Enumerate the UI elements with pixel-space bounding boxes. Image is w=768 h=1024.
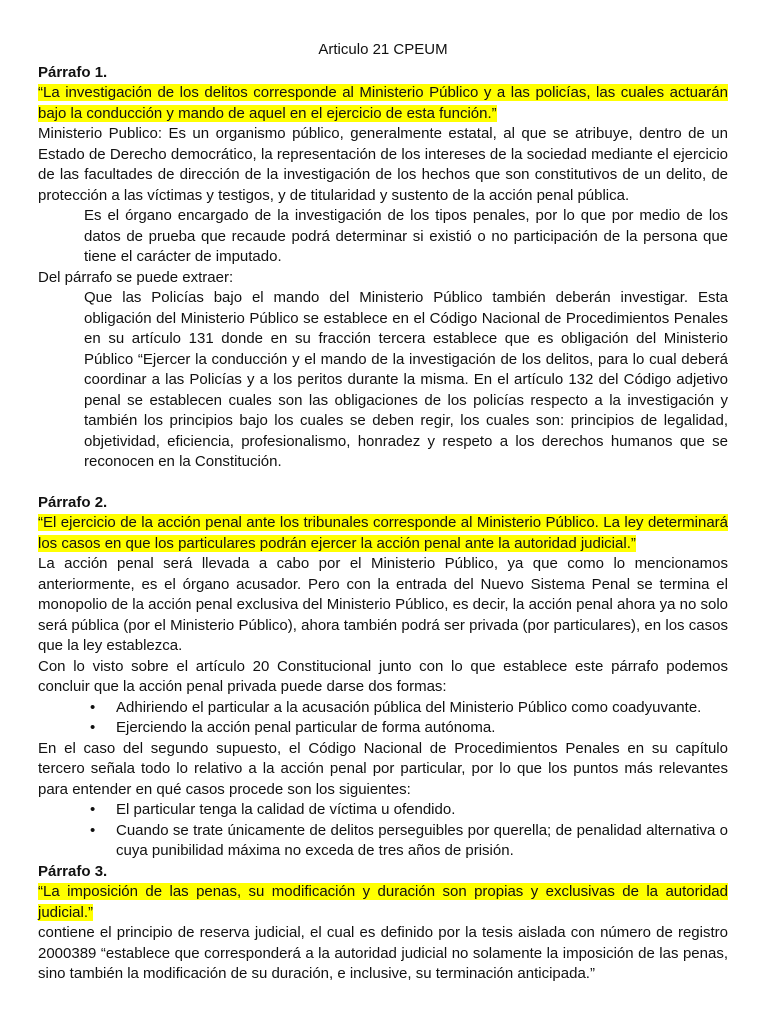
formas-list [38, 698, 728, 739]
highlighted-quote [38, 83, 728, 124]
list-item-text: El particular tenga la calidad de víctima u ofendido. [116, 801, 456, 818]
list-item [90, 698, 728, 719]
quote-text: “La investigación de los delitos corresponde al Ministerio Público y a las policías, las cuales actuarán bajo la conducción y mando de aquel en el ejercicio de esta función.” [38, 84, 728, 122]
caso-paragraph: En el caso del segundo supuesto, el Código Nacional de Procedimientos Penales en su capítulo tercero señala todo lo relativo a la acción penal por particular, por lo que los puntos más relevantes para entender en qué casos procede son los siguientes: [38, 739, 728, 798]
policias-paragraph: Que las Policías bajo el mando del Ministerio Público también deberán investigar. Esta obligación del Ministerio Público se establece en el Código Nacional de Procedimientos Penales en su artículo 131 donde en su fracción tercera establece que es obligación del Ministerio Público “Ejercer la conducción y el mando de la investigación de los delitos, para lo cual deberá coordinar a las Policías y a los peritos durante la misma. En el artículo 132 del Código adjetivo penal se establecen cuales son las obligaciones de los policías respecto a la investigación y también los principios bajo los cuales se deben regir, los cuales son: principios de legalidad, objetividad, eficiencia, profesionalismo, honradez y respeto a los derechos humanos que se reconocen en la Constitución. [84, 289, 728, 470]
section-heading: Párrafo 1. [38, 63, 108, 81]
section-spacer [38, 473, 728, 493]
quote-text: “La imposición de las penas, su modificación y duración son propias y exclusivas de la autoridad judicial.” [38, 883, 728, 921]
section-parrafo-1 [38, 63, 728, 473]
accion-penal-paragraph: La acción penal será llevada a cabo por el Ministerio Público, ya que como lo mencionamos anteriormente, es el órgano acusador. Pero con la entrada del Nuevo Sistema Penal se termina el monopolio de la acción penal exclusiva del Ministerio Público, es decir, la acción penal ahora ya no solo será pública (por el Ministerio Público), ahora también podrá ser privada (por particulares), en los casos que la ley establezca. [38, 555, 728, 654]
ministerio-publico-definition: Ministerio Publico: Es un organismo público, generalmente estatal, al que se atribuye, dentro de un Estado de Derecho democrático, la representación de los intereses de la sociedad mediante el ejercicio de las facultades de dirección de la investigación de los hechos que son constitutivos de un delito, de protección a las víctimas y testigos, y de titularidad y sustento de la acción penal pública. [38, 125, 728, 204]
document-title: Articulo 21 CPEUM [318, 41, 448, 58]
organo-paragraph: Es el órgano encargado de la investigación de los tipos penales, por lo que por medio de los datos de prueba que recaude podrá determinar si existió o no participación de la persona que tiene el carácter de imputado. [84, 207, 728, 265]
list-item [90, 821, 728, 862]
highlighted-quote [38, 513, 728, 554]
list-item-text: Ejerciendo la acción penal particular de forma autónoma. [116, 719, 496, 736]
section-heading: Párrafo 3. [38, 862, 108, 880]
puntos-list [38, 800, 728, 862]
list-item [90, 718, 728, 739]
bullet-icon: • [90, 698, 96, 716]
document-page [38, 40, 728, 985]
section-parrafo-2 [38, 493, 728, 862]
section-parrafo-3 [38, 862, 728, 985]
highlighted-quote [38, 882, 728, 923]
section-heading: Párrafo 2. [38, 493, 108, 511]
bullet-icon: • [90, 821, 96, 839]
list-item-text: Adhiriendo el particular a la acusación pública del Ministerio Público como coadyuvante. [116, 698, 702, 716]
bullet-icon: • [90, 801, 96, 818]
visto-paragraph: Con lo visto sobre el artículo 20 Constitucional junto con lo que establece este párrafo podemos concluir que la acción penal privada puede darse dos formas: [38, 657, 728, 695]
list-item [90, 800, 728, 821]
quote-text: “El ejercicio de la acción penal ante los tribunales corresponde al Ministerio Público. La ley determinará los casos en que los particulares podrán ejercer la acción penal ante la autoridad judicial.” [38, 514, 728, 552]
list-item-text: Cuando se trate únicamente de delitos perseguibles por querella; de penalidad alternativa o cuya punibilidad máxima no exceda de tres años de prisión. [116, 821, 728, 859]
bullet-icon: • [90, 719, 96, 736]
extraer-paragraph: Del párrafo se puede extraer: [38, 268, 234, 286]
reserva-judicial-paragraph: contiene el principio de reserva judicial, el cual es definido por la tesis aislada con número de registro 2000389 “establece que corresponderá a la autoridad judicial no solamente la imposición de las penas, sino también la modificación de su duración, e inclusive, su terminación anticipada.” [38, 924, 728, 982]
